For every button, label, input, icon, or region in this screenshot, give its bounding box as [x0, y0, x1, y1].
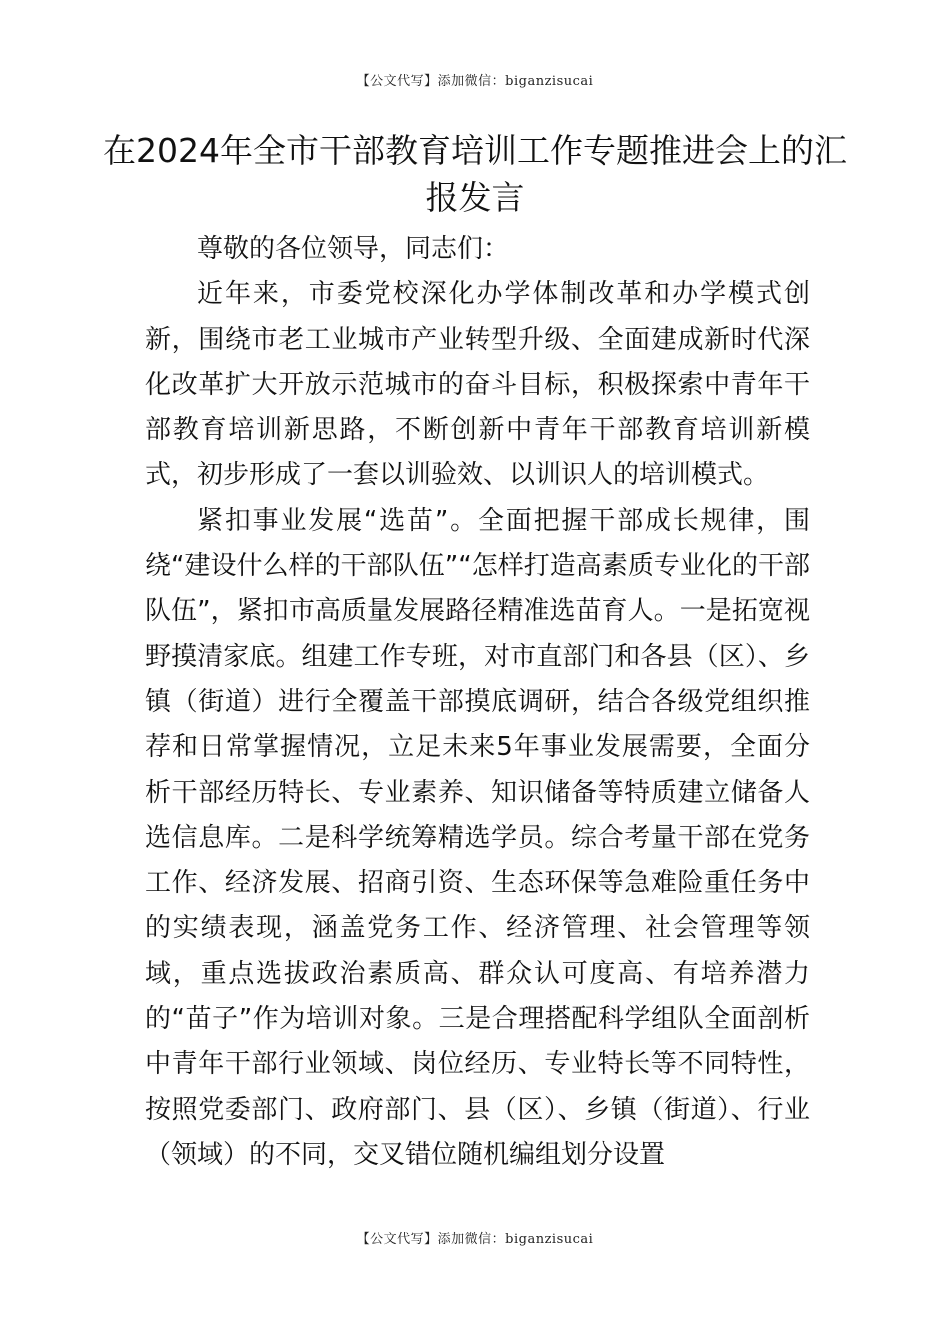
page-header: 【公文代写】添加微信：biganzisucai [356, 74, 594, 89]
document-title: 在2024年全市干部教育培训工作专题推进会上的汇报发言 [103, 131, 847, 217]
page-footer: 【公文代写】添加微信：biganzisucai [356, 1232, 594, 1247]
body-paragraph: 近年来，市委党校深化办学体制改革和办学模式创新，围绕市老工业城市产业转型升级、全面建成新时代深化改革扩大开放示范城市的奋斗目标，积极探索中青年干部教育培训新思路，不断创新中青年干部教育培训新模式，初步形成了一套以训验效、以训识人的培训模式。 [145, 279, 810, 491]
document-body [145, 227, 810, 1178]
body-paragraph: 紧扣事业发展“选苗”。全面把握干部成长规律，围绕“建设什么样的干部队伍”“怎样打造高素质专业化的干部队伍”，紧扣市高质量发展路径精准选苗育人。一是拓宽视野摸清家底。组建工作专班，对市直部门和各县（区）、乡镇（街道）进行全覆盖干部摸底调研，结合各级党组织推荐和日常掌握情况，立足未来5年事业发展需要，全面分析干部经历特长、专业素养、知识储备等特质建立储备人选信息库。二是科学统筹精选学员。综合考量干部在党务工作、经济发展、招商引资、生态环保等急难险重任务中的实绩表现，涵盖党务工作、经济管理、社会管理等领域，重点选拔政治素质高、群众认可度高、有培养潜力的“苗子”作为培训对象。三是合理搭配科学组队全面剖析中青年干部行业领域、岗位经历、专业特长等不同特性，按照党委部门、政府部门、县（区）、乡镇（街道）、行业（领域）的不同，交叉错位随机编组划分设置 [145, 505, 810, 1170]
salutation: 尊敬的各位领导，同志们： [197, 234, 510, 264]
